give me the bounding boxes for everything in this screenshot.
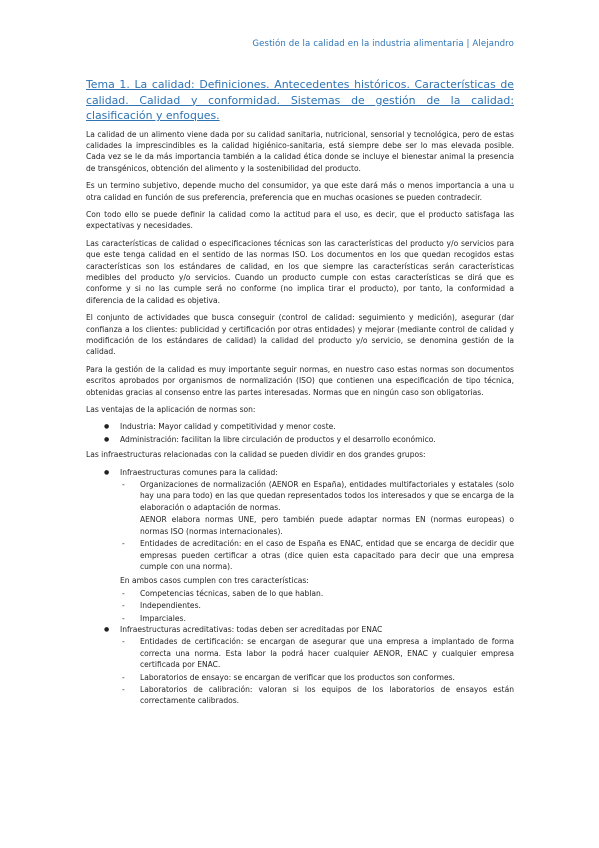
list-item-acreditativas — [86, 624, 514, 707]
caracteristicas-lead: En ambos casos cumplen con tres características: — [120, 576, 309, 586]
sublist-item: - Laboratorios de ensayo: se encargan de verificar que los productos son conformes. — [120, 672, 514, 683]
paragraph-gestion-calidad: El conjunto de actividades que busca conseguir (control de calidad: seguimiento y medición), asegurar (dar confianza a los clientes: publicidad y certificación por otras entidades) y mejorar (mediante control de calidad y modificación de los estándares de calidad) la calidad del producto y/o servicio, se denomina gestión de la calidad. — [86, 313, 514, 357]
infraestructuras-list — [86, 467, 514, 707]
paragraph-caracteristicas: Las características de calidad o especificaciones técnicas son las características del producto y/o servicios para que este tenga calidad en el sentido de las normas ISO. Los documentos en los que quedan recogidos estas características son los estándares de calidad, en los que siempre las características serán características medibles del producto y/o servicios. Cuando un producto cumple con estas características se dirá que es conforme y si no las cumple será no conforme (no implica tirar el producto), por tanto, la conformidad a diferencia de la calidad es objetiva. — [86, 238, 514, 305]
list-item: ● Industria: Mayor calidad y competitividad y menor coste. — [86, 421, 514, 432]
sublist-item: - Independientes. — [120, 600, 514, 611]
paragraph-termino-subjetivo: Es un termino subjetivo, depende mucho del consumidor, ya que este dará más o menos importancia a una u otra calidad en función de sus preferencia, preferencia que en muchas ocasiones se pueden contradecir. — [86, 181, 514, 202]
comunes-label: ● Infraestructuras comunes para la calidad: — [120, 467, 278, 477]
paragraph-ventajas-lead: Las ventajas de la aplicación de normas son: — [86, 405, 256, 415]
comunes-sublist-2 — [120, 538, 514, 572]
acreditativas-sublist — [120, 636, 514, 706]
sublist-item: - Entidades de acreditación: en el caso de España es ENAC, entidad que se encarga de decidir que empresas pueden certificar a otras (dice quien esta capacitado para decir que una empresa cumple con una norma). — [120, 538, 514, 572]
paragraph-definicion: Con todo ello se puede definir la calidad como la actitud para el uso, es decir, que el producto satisfaga las expectativas y necesidades. — [86, 209, 514, 231]
paragraph-infraestructuras: Las infraestructuras relacionadas con la calidad se pueden dividir en dos grandes grupos: — [86, 450, 426, 460]
comunes-sublist — [120, 479, 514, 513]
document-body — [86, 77, 514, 707]
paragraph-calidad-alimento: La calidad de un alimento viene dada por su calidad sanitaria, nutricional, sensorial y tecnológica, pero de estas calidades la imprescindibles es la calidad higiénico-sanitaria, está siempre debe ser lo mas elevada posible. Cada vez se le da más importancia también a la calidad ética donde se incluye el bienestar animal la presencia de transgénicos, obtención del alimento y la sostenibilidad del producto. — [86, 129, 514, 173]
list-item: ● Administración: facilitan la libre circulación de productos y el desarrollo económico. — [86, 434, 514, 445]
aenor-note: AENOR elabora normas UNE, pero también puede adaptar normas EN (normas europeas) o normas ISO (normas internacionales). — [140, 515, 514, 536]
paragraph-normas: Para la gestión de la calidad es muy importante seguir normas, en nuestro caso estas normas son documentos escritos aprobados por organismos de normalización (ISO) que contienen una especificación de tipo técnica, obtenidas gracias al consenso entre las partes interesadas. Normas que en ningún caso son obligatorias. — [86, 364, 514, 397]
sublist-item: - Competencias técnicas, saben de lo que hablan. — [120, 588, 514, 599]
caracteristicas-list — [120, 588, 514, 624]
sublist-item: - Imparciales. — [120, 613, 514, 624]
section-title: Tema 1. La calidad: Definiciones. Antecedentes históricos. Características de calidad. Calidad y conformidad. Sistemas de gestión de la calidad: clasificación y enfoques. — [86, 78, 514, 122]
sublist-item: - Organizaciones de normalización (AENOR en España), entidades multifactoriales y estatales (solo hay una para todo) en las que quedan representados todos los interesados y que se encarga de la elaboración o adaptación de normas. — [120, 479, 514, 513]
list-item-comunes — [86, 467, 514, 624]
acreditativas-label: ● Infraestructuras acreditativas: todas deben ser acreditadas por ENAC — [120, 624, 383, 634]
ventajas-list — [86, 421, 514, 445]
sublist-item: - Entidades de certificación: se encargan de asegurar que una empresa a implantado de forma correcta una norma. Esta labor la podrá hacer cualquier AENOR, ENAC y cualquier empresa certificada por ENAC. — [120, 636, 514, 670]
sublist-item: - Laboratorios de calibración: valoran si los equipos de los laboratorios de ensayos están correctamente calibrados. — [120, 684, 514, 707]
page-header: Gestión de la calidad en la industria alimentaria | Alejandro — [252, 39, 514, 49]
